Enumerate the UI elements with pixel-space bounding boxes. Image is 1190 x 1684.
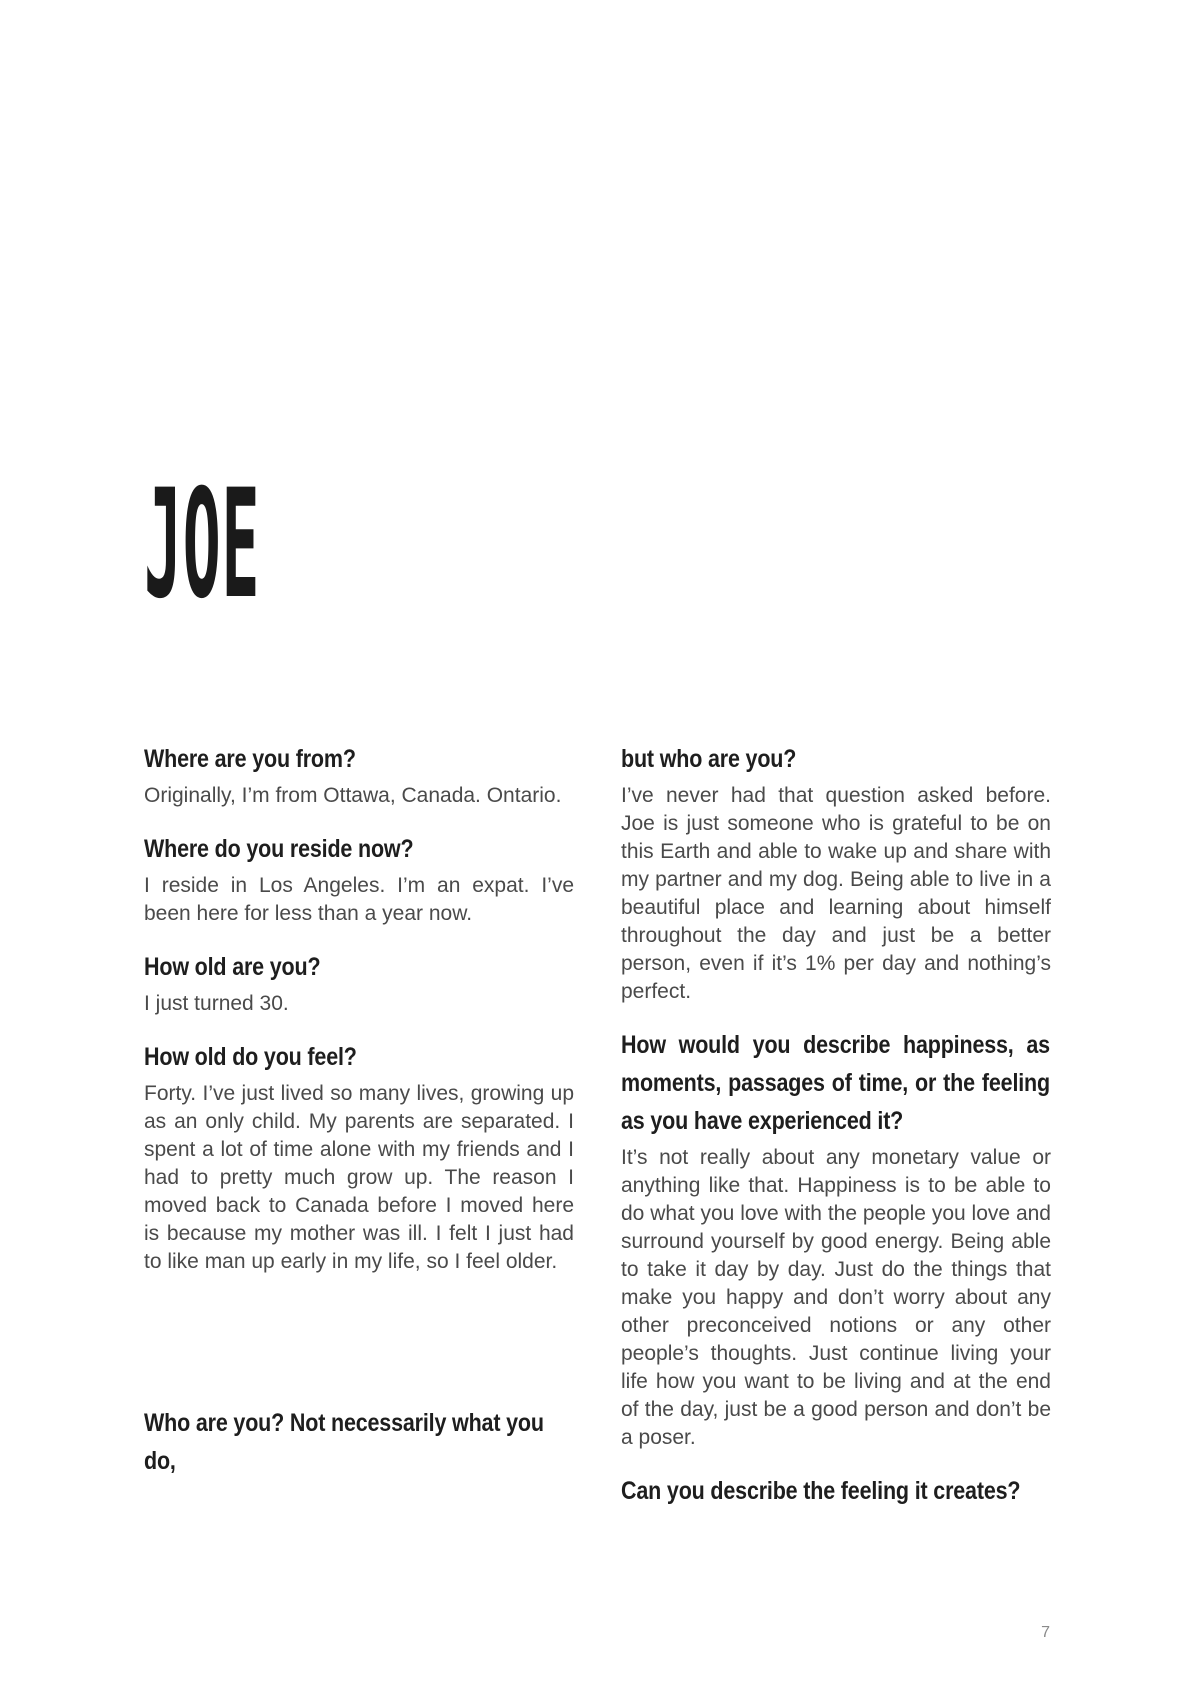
page-number: 7 bbox=[1041, 1624, 1050, 1641]
answer-identity: I’ve never had that question asked before. Joe is just someone who is grateful to be on this Earth and able to wake up and share with my partner and my dog. Being able to live in a beautiful place and learning about himself throughout the day and just be a better person, even if it’s 1% per day and nothing’s perfect. bbox=[621, 784, 1051, 1003]
left-column bbox=[144, 740, 574, 1480]
question-identity: Who are you? Not necessarily what you do, bbox=[144, 1409, 544, 1475]
question-residence: Where do you reside now? bbox=[144, 835, 414, 863]
answer-happiness: It’s not really about any monetary value or anything like that. Happiness is to be able to do what you love with the people you love and surround yourself by good energy. Being able to take it day by day. Just do the things that make you happy and don’t worry about any other preconceived notions or any other people’s thoughts. Just continue living your life how you want to be living and at the end of the day, just be a good person and don’t be a poser. bbox=[621, 1146, 1051, 1449]
question-origin: Where are you from? bbox=[144, 745, 356, 773]
question-happiness: How would you describe happiness, as moments, passages of time, or the feeling as you have experienced it? bbox=[621, 1031, 1050, 1135]
question-feeling: Can you describe the feeling it creates? bbox=[621, 1477, 1021, 1505]
answer-felt-age: Forty. I’ve just lived so many lives, growing up as an only child. My parents are separated. I spent a lot of time alone with my friends and I had to pretty much grow up. The reason I moved back to Canada before I moved here is because my mother was ill. I felt I just had to like man up early in my life, so I feel older. bbox=[144, 1082, 574, 1273]
question-identity-continued: but who are you? bbox=[621, 745, 797, 773]
question-felt-age: How old do you feel? bbox=[144, 1043, 357, 1071]
column-spacer bbox=[144, 1296, 574, 1404]
answer-origin: Originally, I’m from Ottawa, Canada. Ontario. bbox=[144, 784, 562, 807]
page-title: JOE bbox=[144, 458, 261, 632]
question-age: How old are you? bbox=[144, 953, 321, 981]
answer-age: I just turned 30. bbox=[144, 992, 289, 1015]
answer-residence: I reside in Los Angeles. I’m an expat. I’ve been here for less than a year now. bbox=[144, 874, 574, 925]
right-column bbox=[621, 740, 1051, 1510]
